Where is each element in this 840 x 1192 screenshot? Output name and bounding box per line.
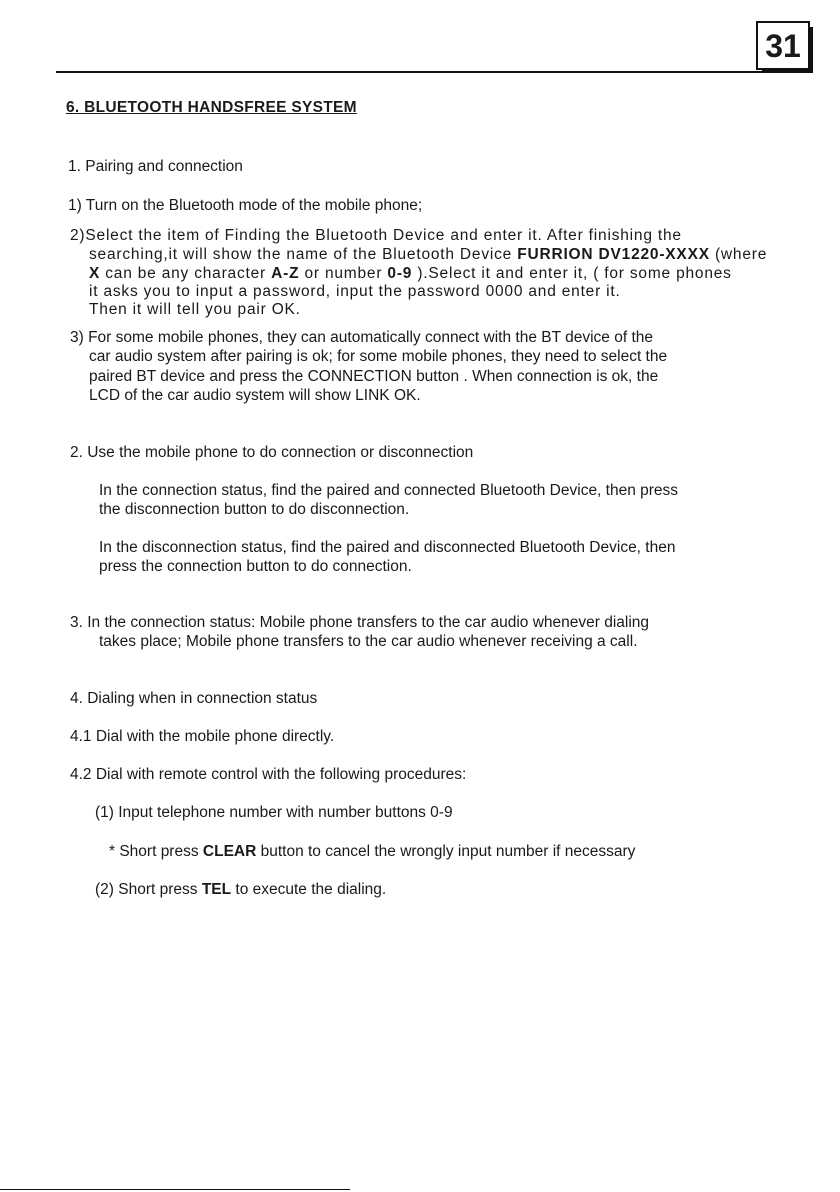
s2-p2-line1: In the disconnection status, find the paired and disconnected Bluetooth Device, then bbox=[99, 539, 676, 556]
s1-step2-line1: 2)Select the item of Finding the Bluetooth Device and enter it. After finishing the bbox=[70, 227, 682, 244]
s1-step3-line4: LCD of the car audio system will show LINK OK. bbox=[89, 387, 421, 404]
s1-step3-line3: paired BT device and press the CONNECTION button . When connection is ok, the bbox=[89, 368, 659, 385]
header-rule bbox=[56, 71, 772, 73]
s1-step2-line3: X can be any character A-Z or number 0-9 ).Select it and enter it, ( for some phones bbox=[89, 265, 732, 282]
s3-line2: takes place; Mobile phone transfers to the car audio whenever receiving a call. bbox=[99, 633, 638, 650]
s1-step3-line1: 3) For some mobile phones, they can automatically connect with the BT device of the bbox=[70, 329, 653, 346]
s1-heading: 1. Pairing and connection bbox=[68, 158, 243, 175]
s4-note: * Short press CLEAR button to cancel the wrongly input number if necessary bbox=[109, 843, 636, 860]
s1-step2-line5: Then it will tell you pair OK. bbox=[89, 301, 301, 318]
page-number: 31 bbox=[756, 21, 810, 70]
s4-sub1: (1) Input telephone number with number buttons 0-9 bbox=[95, 804, 453, 821]
s1-step2-line4: it asks you to input a password, input the password 0000 and enter it. bbox=[89, 283, 621, 300]
footer-rule bbox=[0, 1189, 350, 1190]
s1-step3-line2: car audio system after pairing is ok; for some mobile phones, they need to select the bbox=[89, 348, 668, 365]
s2-heading: 2. Use the mobile phone to do connection or disconnection bbox=[70, 444, 474, 461]
section-title: 6. BLUETOOTH HANDSFREE SYSTEM bbox=[66, 99, 357, 116]
s2-p1-line2: the disconnection button to do disconnection. bbox=[99, 501, 410, 518]
s4-heading: 4. Dialing when in connection status bbox=[70, 690, 318, 707]
s4-item-4-2: 4.2 Dial with remote control with the following procedures: bbox=[70, 766, 467, 783]
s2-p1-line1: In the connection status, find the paired and connected Bluetooth Device, then press bbox=[99, 482, 679, 499]
s2-p2-line2: press the connection button to do connection. bbox=[99, 558, 412, 575]
s4-sub2: (2) Short press TEL to execute the dialing. bbox=[95, 881, 387, 898]
s1-step1: 1) Turn on the Bluetooth mode of the mobile phone; bbox=[68, 197, 423, 214]
s3-line1: 3. In the connection status: Mobile phone transfers to the car audio whenever dialing bbox=[70, 614, 650, 631]
s1-step2-line2: searching,it will show the name of the Bluetooth Device FURRION DV1220-XXXX (where bbox=[89, 246, 768, 263]
s4-item-4-1: 4.1 Dial with the mobile phone directly. bbox=[70, 728, 335, 745]
